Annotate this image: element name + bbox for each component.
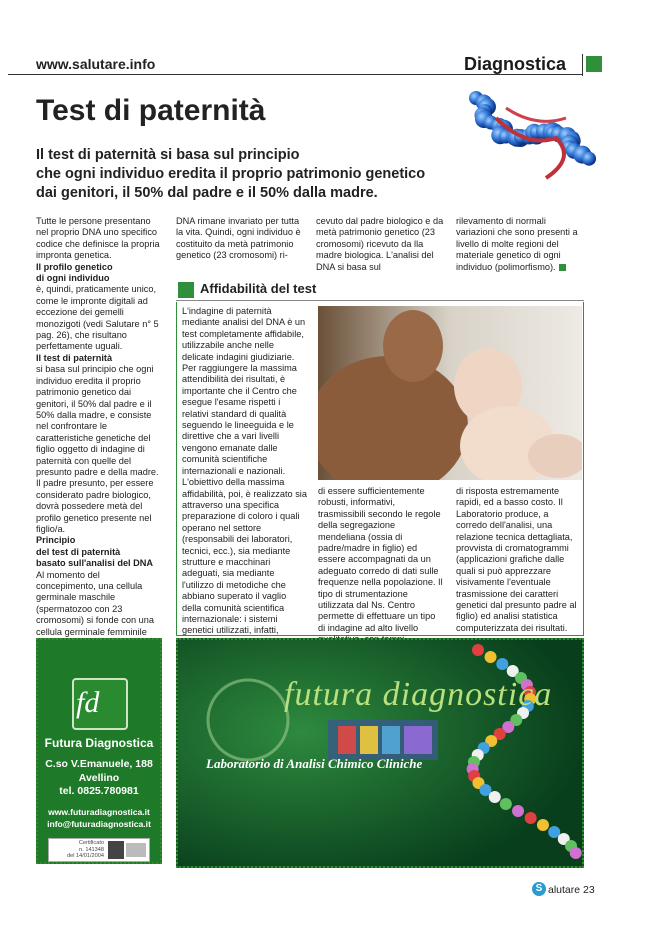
cert-mark-icon xyxy=(108,841,124,859)
cert-seal-icon xyxy=(126,843,146,857)
site-url: www.salutare.info xyxy=(36,56,156,72)
father-baby-photo xyxy=(318,306,582,480)
ad-address-line: tel. 0825.780981 xyxy=(59,785,139,797)
column-1-heading: Principio xyxy=(36,535,76,546)
article-lead xyxy=(36,146,456,203)
ad-address-line: C.so V.Emanuele, 188 xyxy=(45,758,153,770)
page-footer: alutare 23 xyxy=(548,884,595,896)
cert-line: Certificato xyxy=(78,840,104,846)
text-column-6: di essere sufficientemente robusti, informativi, trasmissibili secondo le regole della segregazione mendeliana (ossia di padre/madre in figlio) ed essere accompagnati da un adeguato corredo di dati sulle frequenze nella popolazione. Il tipo di strumentazione utilizzata dal Ns. Centro permette di effettuare un tipo di indagine ad alto livello xyxy=(318,486,443,633)
header-divider xyxy=(582,54,583,76)
column-1-paragraph: Il padre presunto, per essere considerato padre biologico, dovrà possedere metà del profilo genetico presente nel figlio/a. xyxy=(36,478,154,534)
subhead-affidabilita: Affidabilità del test xyxy=(200,281,317,296)
ad-address xyxy=(36,758,162,799)
ad-banner-art xyxy=(178,640,584,868)
text-column-2: DNA rimane invariato per tutta la vita. Quindi, ogni individuo è costituito da metà patrimonio genetico (23 cromosomi) ri- xyxy=(176,216,301,261)
lead-line: Il test di paternità si basa sul principio xyxy=(36,147,300,163)
salutare-logo-icon: S xyxy=(532,882,546,896)
column-1-paragraph: Tutte le persone presentano nel proprio DNA uno specifico codice che definisce la propria impronta genetica. xyxy=(36,216,160,261)
column-1-paragraph: si basa sul principio che ogni individuo eredita il proprio patrimonio genetico dai genitori, il 50% dal padre e il 50% dalla madre, e consiste nel confrontare le caratteristiche genetiche del figlio oggetto di indagine di paternità con quelle del presunto padre e della madre. xyxy=(36,364,159,477)
column-1-paragraph: è, quindi, praticamente unico, come le impronte digitali ad eccezione dei gemelli monozigoti (vedi Salutare n° 5 pag. 26), che risultano perfettamente uguali. xyxy=(36,284,159,352)
cert-line: del 14/01/2004 xyxy=(66,853,104,860)
text-column-3: cevuto dal padre biologico e da metà patrimonio genetico (23 cromosomi) ricevuto da lla madre biologica. L'analisi del DNA si basa sul xyxy=(316,216,444,272)
column-1-heading: di ogni individuo xyxy=(36,273,110,284)
article-title: Test di paternità xyxy=(36,94,266,127)
subhead-rule xyxy=(176,300,584,301)
section-label: Diagnostica xyxy=(464,54,567,74)
header-rule xyxy=(8,74,582,75)
dna-illustration xyxy=(456,78,604,200)
certificate-text xyxy=(50,840,104,860)
lead-line: che ogni individuo eredita il proprio patrimonio genetico xyxy=(36,166,426,182)
section-square-icon xyxy=(586,56,602,72)
ad-tagline: Laboratorio di Analisi Chimico Cliniche xyxy=(206,756,423,771)
subhead-square-icon xyxy=(178,282,194,298)
column-1-heading: del test di paternità xyxy=(36,546,121,557)
ad-website[interactable]: www.futuradiagnostica.it xyxy=(48,807,150,817)
column-1-heading: Il test di paternità xyxy=(36,352,113,363)
column-1-heading: Il profilo genetico xyxy=(36,261,113,272)
cert-line: n. 141348 xyxy=(79,846,104,853)
ad-email[interactable]: info@futuradiagnostica.it xyxy=(47,819,151,829)
text-column-4 xyxy=(456,216,584,273)
ad-brand-name: futura diagnostica xyxy=(284,676,553,713)
text-column-7: di risposta estremamente rapidi, ed a basso costo. Il Laboratorio produce, a corredo dell'analisi, una relazione tecnica dettagliata, provvista di cromatogrammi (applicazioni grafiche dalle quali si può apprezzare visivamente l'eventuale trasmissione dei caratteri genetici dal presunto padre al figlio) ed analisi statistica computerizzata dei risultati. xyxy=(456,486,577,633)
ad-web-links xyxy=(36,806,162,830)
text-column-5: L'indagine di paternità mediante analisi del DNA è un test completamente affidabile, utilizzabile anche nelle delicate indagini giudiziarie. Per raggiungere la massima attendibilità dei risultati, è importante che il Centro che esegue l'esame rispetti i relativi standard di qualità seguendo le lineeguida e le direttive che a vari livelli vengono emanate dalle comunità scientifiche internazionali e nazionali. L'obiettivo della massima affidabilità, poi, è realizzato sia attraverso una specifica preparazione di coloro i quali operano nel settore (responsabili dei laboratori, tecnici, ecc.), sia mediante strutture e macchinari adeguati, sia mediante l'utilizzo di metodiche che abbiano superato il vaglio della comunità scientifica internazionale: i sistemi genetici utilizzati, infatti, xyxy=(182,306,307,636)
end-square-icon xyxy=(559,264,566,271)
lead-line: dai genitori, il 50% dal padre e il 50% dalla madre. xyxy=(36,185,378,201)
ad-contact-box xyxy=(36,638,162,864)
column-1-paragraph: Al momento del concepimento, una cellula germinale maschile (spermatozoo con 23 cromosomi) si fonde con una cellula germinale femminile xyxy=(36,569,154,637)
column-1-heading: basato sull'analisi del DNA xyxy=(36,558,154,569)
column-4-text: rilevamento di normali variazioni che sono presenti a livello di molte regioni del materiale genetico di ogni individuo (polimorfismo). xyxy=(456,216,578,272)
ad-company-name: Futura Diagnostica xyxy=(44,736,154,750)
ad-banner xyxy=(176,638,584,868)
fd-logo-text: fd xyxy=(76,686,100,719)
text-column-1 xyxy=(36,216,162,672)
ad-address-line: Avellino xyxy=(78,771,120,784)
